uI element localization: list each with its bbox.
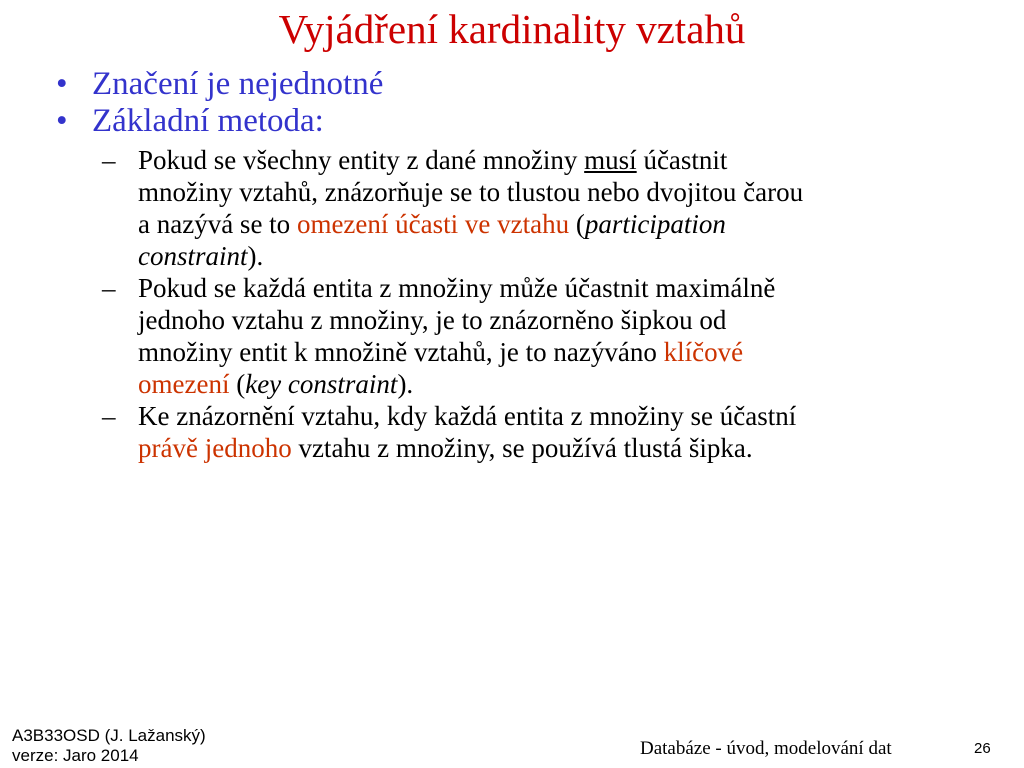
sub-item-exactly-one xyxy=(102,400,992,464)
dash-icon: – xyxy=(102,273,116,303)
bullet-item-basic-method xyxy=(52,103,992,140)
text-line xyxy=(138,368,992,400)
text-line xyxy=(138,208,992,240)
dash-icon: – xyxy=(102,401,116,431)
bullet-icon: • xyxy=(56,103,68,139)
text-fragment: ( xyxy=(229,369,246,399)
page-number: 26 xyxy=(974,740,991,757)
text-line xyxy=(138,336,992,368)
highlighted-term: omezení xyxy=(138,369,230,399)
bullet-item-notation xyxy=(52,66,992,103)
italic-term: constraint xyxy=(138,241,248,271)
bullet-icon: • xyxy=(56,66,68,102)
text-line: Pokud se každá entita z množiny může účastnit maximálně xyxy=(138,273,776,303)
footer-version: verze: Jaro 2014 xyxy=(12,746,139,765)
text-fragment: ). xyxy=(247,241,264,271)
footer-course-info xyxy=(12,726,206,766)
text-line xyxy=(138,432,992,464)
sub-item-participation xyxy=(102,144,992,272)
footer-subject: Databáze - úvod, modelování dat xyxy=(640,738,892,759)
bullet-text: Základní metoda: xyxy=(92,103,324,139)
sub-item-key-constraint xyxy=(102,272,992,400)
underlined-word: musí xyxy=(584,145,637,175)
text-fragment: účastnit xyxy=(636,145,728,175)
highlighted-term: právě jednoho xyxy=(138,433,292,463)
dash-icon: – xyxy=(102,145,116,175)
text-fragment: a nazývá se to xyxy=(138,209,297,239)
text-fragment: Pokud se všechny entity z dané množiny xyxy=(138,145,585,175)
highlighted-term: klíčové xyxy=(663,337,744,367)
italic-term: key constraint xyxy=(245,369,398,399)
text-fragment: množiny entit k množině vztahů, je to nazýváno xyxy=(138,337,664,367)
text-fragment: ). xyxy=(397,369,414,399)
text-line: množiny vztahů, znázorňuje se to tlustou nebo dvojitou čarou xyxy=(138,177,804,207)
bullet-text: Značení je nejednotné xyxy=(92,66,384,102)
text-line: jednoho vztahu z množiny, je to znázorněno šipkou od xyxy=(138,305,727,335)
bullet-list xyxy=(52,66,992,140)
footer-course: A3B33OSD (J. Lažanský) xyxy=(12,726,206,745)
text-fragment: ( xyxy=(569,209,585,239)
text-line xyxy=(138,240,992,272)
text-fragment: vztahu z množiny, se používá tlustá šipka. xyxy=(291,433,753,463)
text-line: Ke znázornění vztahu, kdy každá entita z množiny se účastní xyxy=(138,401,797,431)
sub-bullet-list xyxy=(102,144,992,464)
text-line xyxy=(138,144,992,176)
highlighted-term: omezení účasti ve vztahu xyxy=(296,209,570,239)
italic-term: participation xyxy=(584,209,726,239)
slide-title: Vyjádření kardinality vztahů xyxy=(278,6,746,52)
